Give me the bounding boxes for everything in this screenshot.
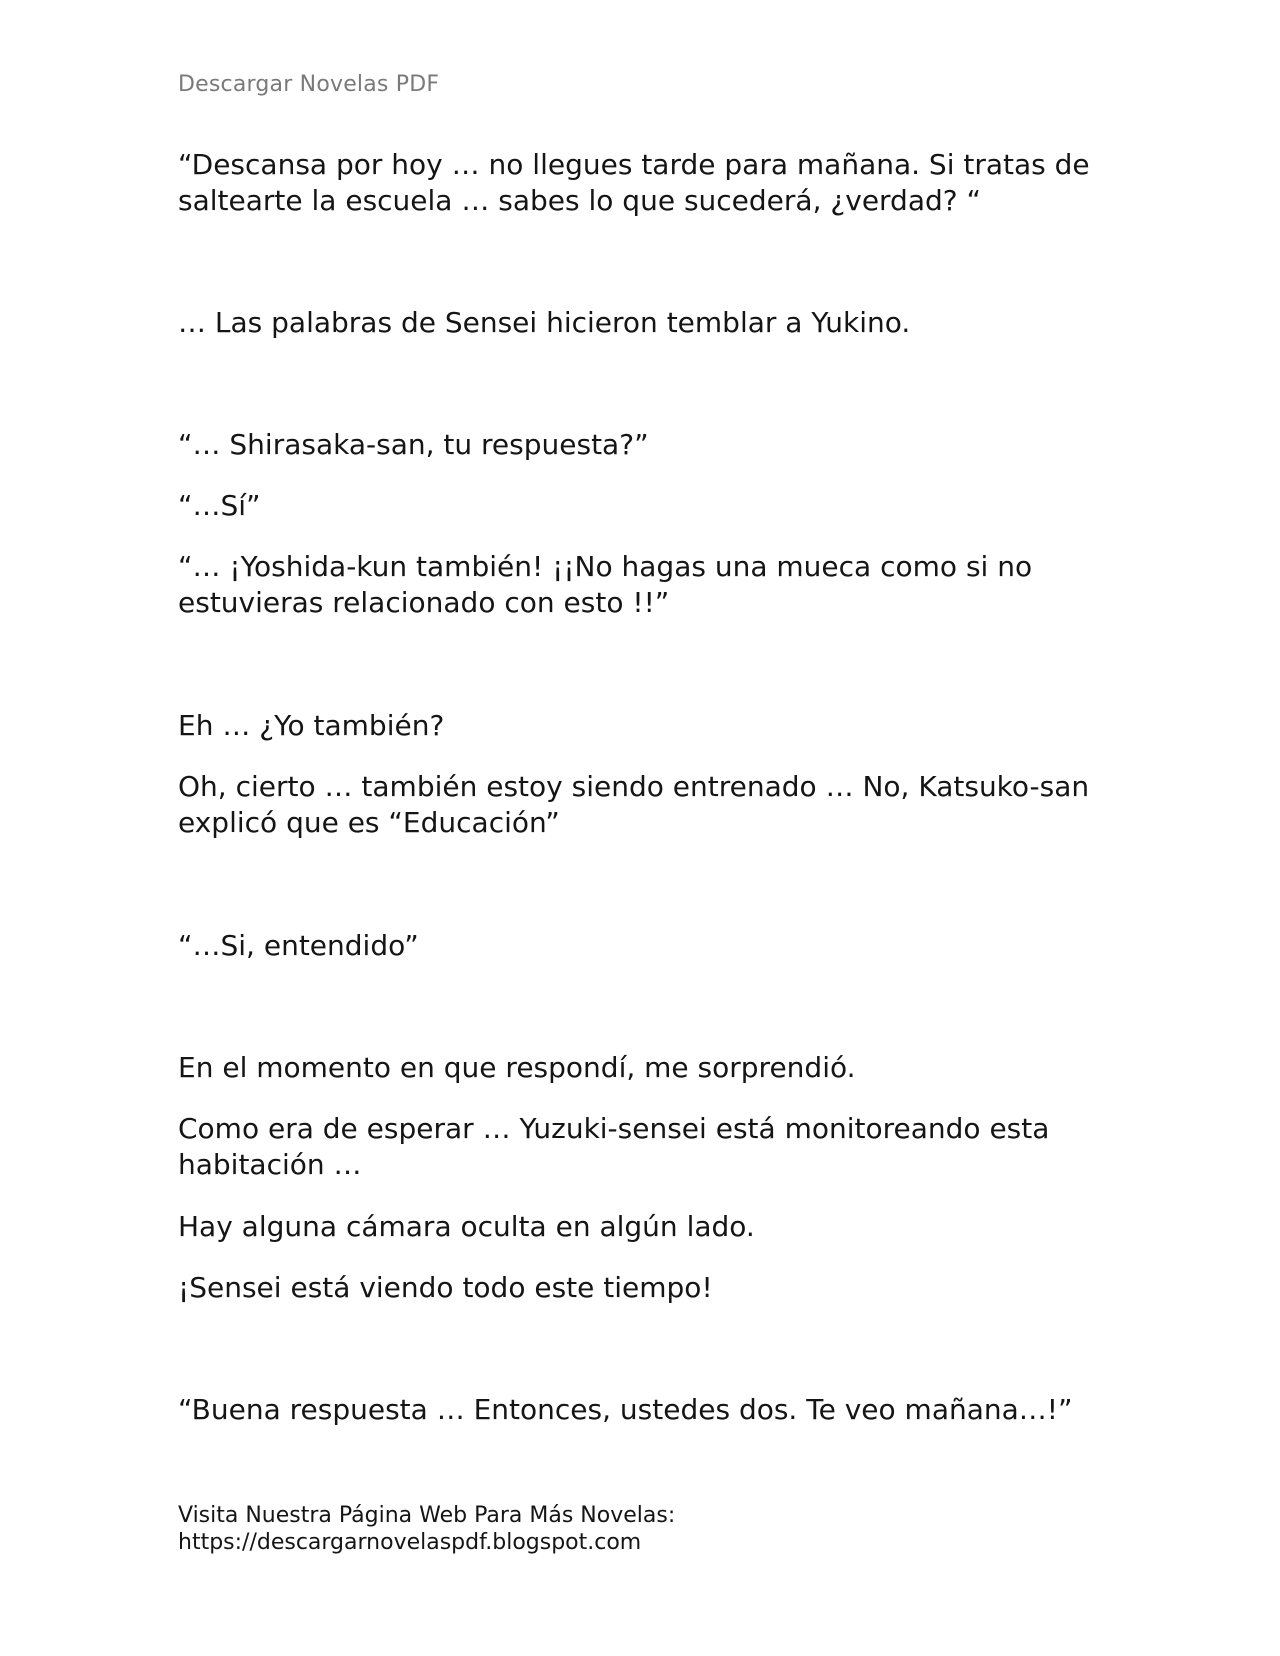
page-footer <box>178 1502 1098 1556</box>
paragraph-8: “…Si, entendido” <box>178 929 419 962</box>
paragraph-12: ¡Sensei está viendo todo este tiempo! <box>178 1271 713 1304</box>
footer-visit-text: Visita Nuestra Página Web Para Más Novelas: <box>178 1503 676 1528</box>
paragraph-5: “… ¡Yoshida-kun también! ¡¡No hagas una mueca como si no estuvieras relacionado con esto !!” <box>178 550 1033 619</box>
paragraph-7: Oh, cierto … también estoy siendo entrenado … No, Katsuko-san explicó que es “Educación” <box>178 770 1090 839</box>
paragraph-4: “…Sí” <box>178 489 261 522</box>
paragraph-9: En el momento en que respondí, me sorprendió. <box>178 1051 856 1084</box>
paragraph-13: “Buena respuesta … Entonces, ustedes dos. Te veo mañana…!” <box>178 1393 1073 1426</box>
paragraph-10: Como era de esperar … Yuzuki-sensei está monitoreando esta habitación … <box>178 1112 1050 1181</box>
paragraph-3: “… Shirasaka-san, tu respuesta?” <box>178 428 649 461</box>
page-header: Descargar Novelas PDF <box>178 72 440 97</box>
paragraph-6: Eh … ¿Yo también? <box>178 709 445 742</box>
paragraph-2: … Las palabras de Sensei hicieron temblar a Yukino. <box>178 306 911 339</box>
footer-website-url[interactable]: https://descargarnovelaspdf.blogspot.com <box>178 1530 642 1555</box>
paragraph-1: “Descansa por hoy … no llegues tarde para mañana. Si tratas de saltearte la escuela … sabes lo que sucederá, ¿verdad? “ <box>178 148 1090 217</box>
paragraph-11: Hay alguna cámara oculta en algún lado. <box>178 1210 755 1243</box>
